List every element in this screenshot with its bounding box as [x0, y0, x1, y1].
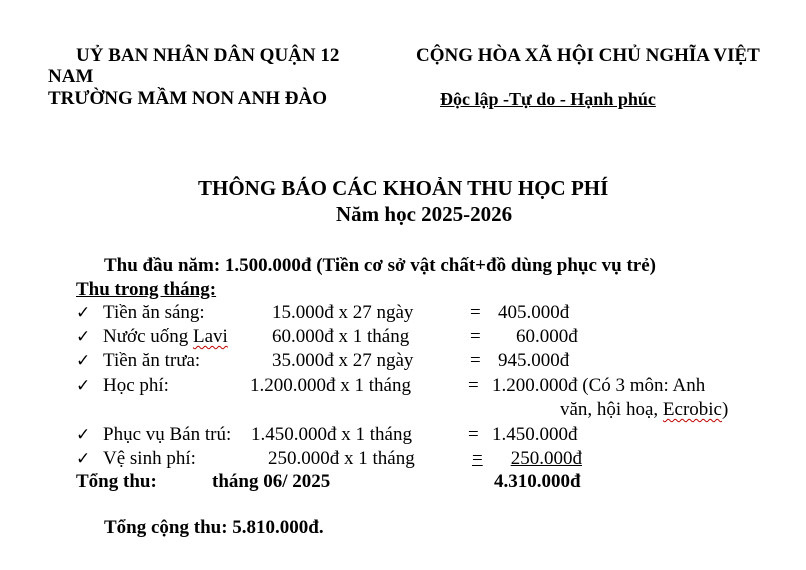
item-calc: 15.000đ x 27 ngày	[272, 302, 414, 323]
check-icon: ✓	[76, 303, 91, 323]
total-month: tháng 06/ 2025	[212, 471, 331, 492]
committee-name-wrap: NAM	[48, 66, 94, 87]
item-name: Nước uống Lavi	[103, 326, 228, 347]
monthly-heading: Thu trong tháng:	[76, 279, 217, 300]
item-equals: =	[470, 326, 481, 347]
item-equals: =	[470, 350, 481, 371]
item-equals: =	[468, 375, 479, 396]
item-calc: 250.000đ x 1 tháng	[268, 448, 415, 469]
annual-fee: Thu đầu năm: 1.500.000đ (Tiền cơ sở vật chất+đồ dùng phục vụ trẻ)	[104, 255, 657, 276]
item-name: Vệ sinh phí:	[103, 448, 196, 469]
national-title: CỘNG HÒA XÃ HỘI CHỦ NGHĨA VIỆT	[416, 45, 760, 66]
check-icon: ✓	[76, 425, 91, 445]
check-icon: ✓	[76, 449, 91, 469]
item-amount: 405.000đ	[498, 302, 570, 323]
item-calc: 60.000đ x 1 tháng	[272, 326, 410, 347]
national-motto: Độc lập -Tự do - Hạnh phúc	[440, 89, 656, 109]
check-icon: ✓	[76, 351, 91, 371]
item-equals: =	[470, 302, 481, 323]
item-calc: 1.200.000đ x 1 tháng	[250, 375, 411, 396]
school-year: Năm học 2025-2026	[336, 202, 513, 226]
item-amount: 60.000đ	[516, 326, 578, 347]
item-amount: 1.200.000đ (Có 3 môn: Anh	[492, 375, 706, 396]
grand-total: Tổng cộng thu: 5.810.000đ.	[104, 517, 324, 538]
check-icon: ✓	[76, 376, 91, 396]
spellcheck-flagged-word: Lavi	[193, 326, 228, 347]
total-label: Tổng thu:	[76, 471, 157, 492]
notice-title: THÔNG BÁO CÁC KHOẢN THU HỌC PHÍ	[198, 176, 609, 200]
item-name: Tiền ăn trưa:	[103, 350, 201, 371]
school-name: TRƯỜNG MẦM NON ANH ĐÀO	[48, 88, 327, 109]
total-amount: 4.310.000đ	[494, 471, 581, 492]
item-name: Phục vụ Bán trú:	[103, 424, 232, 445]
item-calc: 1.450.000đ x 1 tháng	[251, 424, 412, 445]
item-name: Tiền ăn sáng:	[103, 302, 205, 323]
item-amount-underlined: = 250.000đ	[472, 448, 582, 469]
spellcheck-flagged-word: Ecrobic	[662, 399, 722, 420]
committee-name: UỶ BAN NHÂN DÂN QUẬN 12	[76, 45, 340, 66]
check-icon: ✓	[76, 327, 91, 347]
item-amount: 945.000đ	[498, 350, 570, 371]
item-name: Học phí:	[103, 375, 169, 396]
item-equals: =	[468, 424, 479, 445]
item-amount: 1.450.000đ	[492, 424, 578, 445]
item-note: văn, hội hoạ, Ecrobic)	[560, 399, 729, 420]
item-calc: 35.000đ x 27 ngày	[272, 350, 414, 371]
